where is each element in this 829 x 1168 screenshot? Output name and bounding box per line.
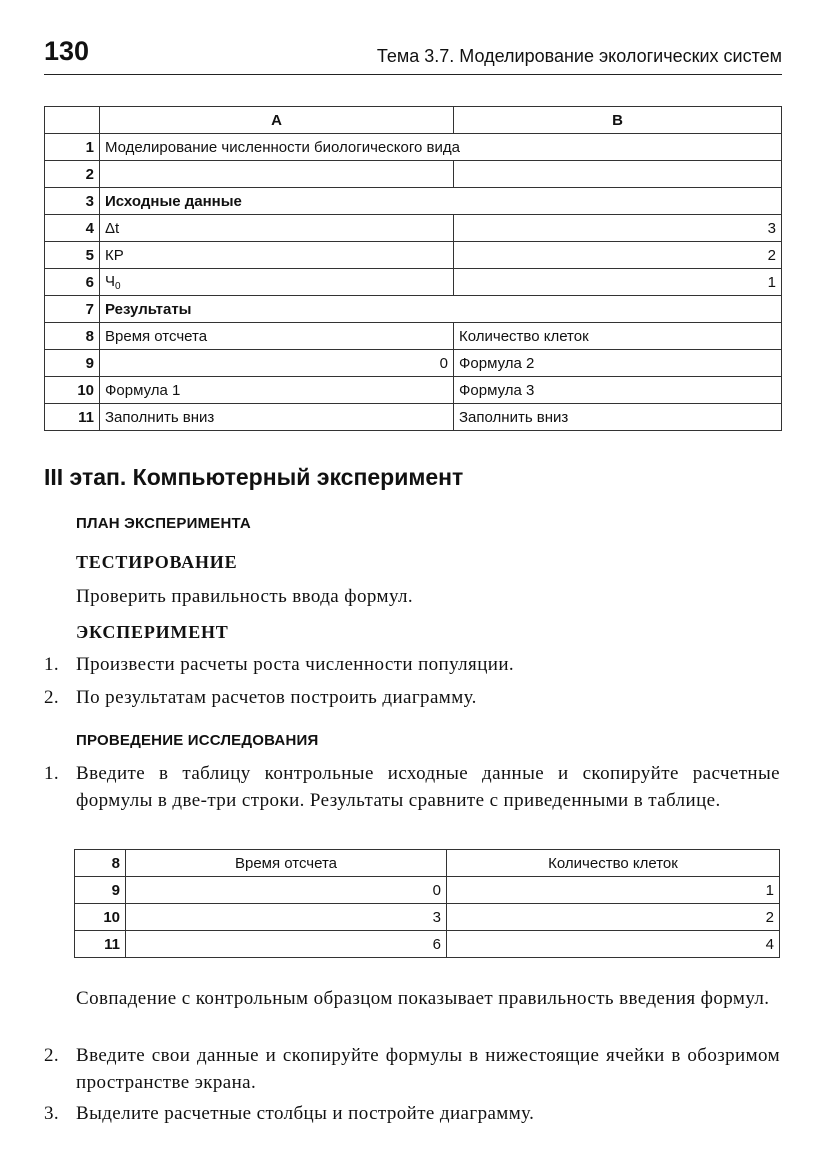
table-row xyxy=(45,296,782,323)
page-header xyxy=(44,34,782,75)
cell-a6-text: Ч xyxy=(105,272,115,290)
row-number: 2 xyxy=(45,161,100,188)
cell-count: 4 xyxy=(447,931,780,958)
cell-b4: 3 xyxy=(454,215,782,242)
cell-a6 xyxy=(100,269,454,296)
cell-time-header: Время отсчета xyxy=(126,850,447,877)
table-header-row xyxy=(45,107,782,134)
running-title: Тема 3.7. Моделирование экологических систем xyxy=(376,46,782,66)
row-number: 9 xyxy=(75,877,126,904)
row-number: 4 xyxy=(45,215,100,242)
list-item-text: По результатам расчетов построить диаграмму. xyxy=(76,687,477,708)
cell-a4: Δt xyxy=(100,215,454,242)
cell-b8: Количество клеток xyxy=(454,323,782,350)
cell-time: 3 xyxy=(126,904,447,931)
list-item xyxy=(44,1042,780,1096)
table-row xyxy=(75,850,780,877)
list-item-text: Введите свои данные и скопируйте формулы в нижестоящие ячейки в обозримом пространстве экрана. xyxy=(76,1045,780,1093)
table-row xyxy=(45,269,782,296)
research-heading: ПРОВЕДЕНИЕ ИССЛЕДОВАНИЯ xyxy=(76,732,319,749)
row-number: 9 xyxy=(45,350,100,377)
table-row xyxy=(45,188,782,215)
cell-b2 xyxy=(454,161,782,188)
table-row xyxy=(75,877,780,904)
row-number: 11 xyxy=(75,931,126,958)
match-text: Совпадение с контрольным образцом показывает правильность введения формул. xyxy=(76,988,770,1009)
cell-a2 xyxy=(100,161,454,188)
list-item xyxy=(44,684,780,711)
table-row xyxy=(45,242,782,269)
list-item-number: 1. xyxy=(44,763,60,784)
cell-a7: Результаты xyxy=(100,296,782,323)
row-number: 8 xyxy=(75,850,126,877)
cell-a1: Моделирование численности биологического вида xyxy=(100,134,782,161)
testing-heading: ТЕСТИРОВАНИЕ xyxy=(76,552,238,572)
table-row xyxy=(45,404,782,431)
row-number: 1 xyxy=(45,134,100,161)
row-number: 10 xyxy=(75,904,126,931)
table-row xyxy=(45,215,782,242)
testing-text: Проверить правильность ввода формул. xyxy=(76,586,414,607)
cell-a11: Заполнить вниз xyxy=(100,404,454,431)
cell-a5: КР xyxy=(100,242,454,269)
experiment-heading: ЭКСПЕРИМЕНТ xyxy=(76,622,229,642)
spreadsheet-template-table xyxy=(44,106,782,431)
cell-time: 0 xyxy=(126,877,447,904)
list-item-number: 3. xyxy=(44,1103,60,1124)
table-row xyxy=(75,904,780,931)
corner-cell xyxy=(45,107,100,134)
row-number: 6 xyxy=(45,269,100,296)
list-item-number: 1. xyxy=(44,654,60,675)
cell-a6-subscript: 0 xyxy=(115,280,121,292)
list-item xyxy=(44,1100,780,1127)
list-item-text: Произвести расчеты роста численности популяции. xyxy=(76,654,515,675)
cell-b11: Заполнить вниз xyxy=(454,404,782,431)
table-row xyxy=(45,134,782,161)
list-item-number: 2. xyxy=(44,1045,60,1066)
cell-b10: Формула 3 xyxy=(454,377,782,404)
cell-b5: 2 xyxy=(454,242,782,269)
row-number: 11 xyxy=(45,404,100,431)
section-title: III этап. Компьютерный эксперимент xyxy=(44,464,464,490)
list-item xyxy=(44,651,780,678)
row-number: 5 xyxy=(45,242,100,269)
cell-b9: Формула 2 xyxy=(454,350,782,377)
table-row xyxy=(45,350,782,377)
row-number: 7 xyxy=(45,296,100,323)
cell-a3: Исходные данные xyxy=(100,188,782,215)
list-item-text: Выделите расчетные столбцы и постройте диаграмму. xyxy=(76,1103,535,1124)
column-header-a: A xyxy=(100,107,454,134)
table-row xyxy=(45,377,782,404)
cell-b6: 1 xyxy=(454,269,782,296)
list-item-number: 2. xyxy=(44,687,60,708)
column-header-b: B xyxy=(454,107,782,134)
cell-a10: Формула 1 xyxy=(100,377,454,404)
cell-a8: Время отсчета xyxy=(100,323,454,350)
cell-count-header: Количество клеток xyxy=(447,850,780,877)
row-number: 8 xyxy=(45,323,100,350)
table-row xyxy=(45,323,782,350)
row-number: 3 xyxy=(45,188,100,215)
table-row xyxy=(75,931,780,958)
plan-heading: ПЛАН ЭКСПЕРИМЕНТА xyxy=(76,515,251,532)
list-item-text: Введите в таблицу контрольные исходные данные и скопируйте расчетные формулы в две-три строки. Результаты сравните с приведенными в таблице. xyxy=(76,763,780,811)
list-item xyxy=(44,760,780,814)
cell-count: 2 xyxy=(447,904,780,931)
row-number: 10 xyxy=(45,377,100,404)
cell-count: 1 xyxy=(447,877,780,904)
cell-time: 6 xyxy=(126,931,447,958)
table-row xyxy=(45,161,782,188)
control-results-table xyxy=(74,849,780,958)
cell-a9: 0 xyxy=(100,350,454,377)
page-number: 130 xyxy=(44,36,90,66)
